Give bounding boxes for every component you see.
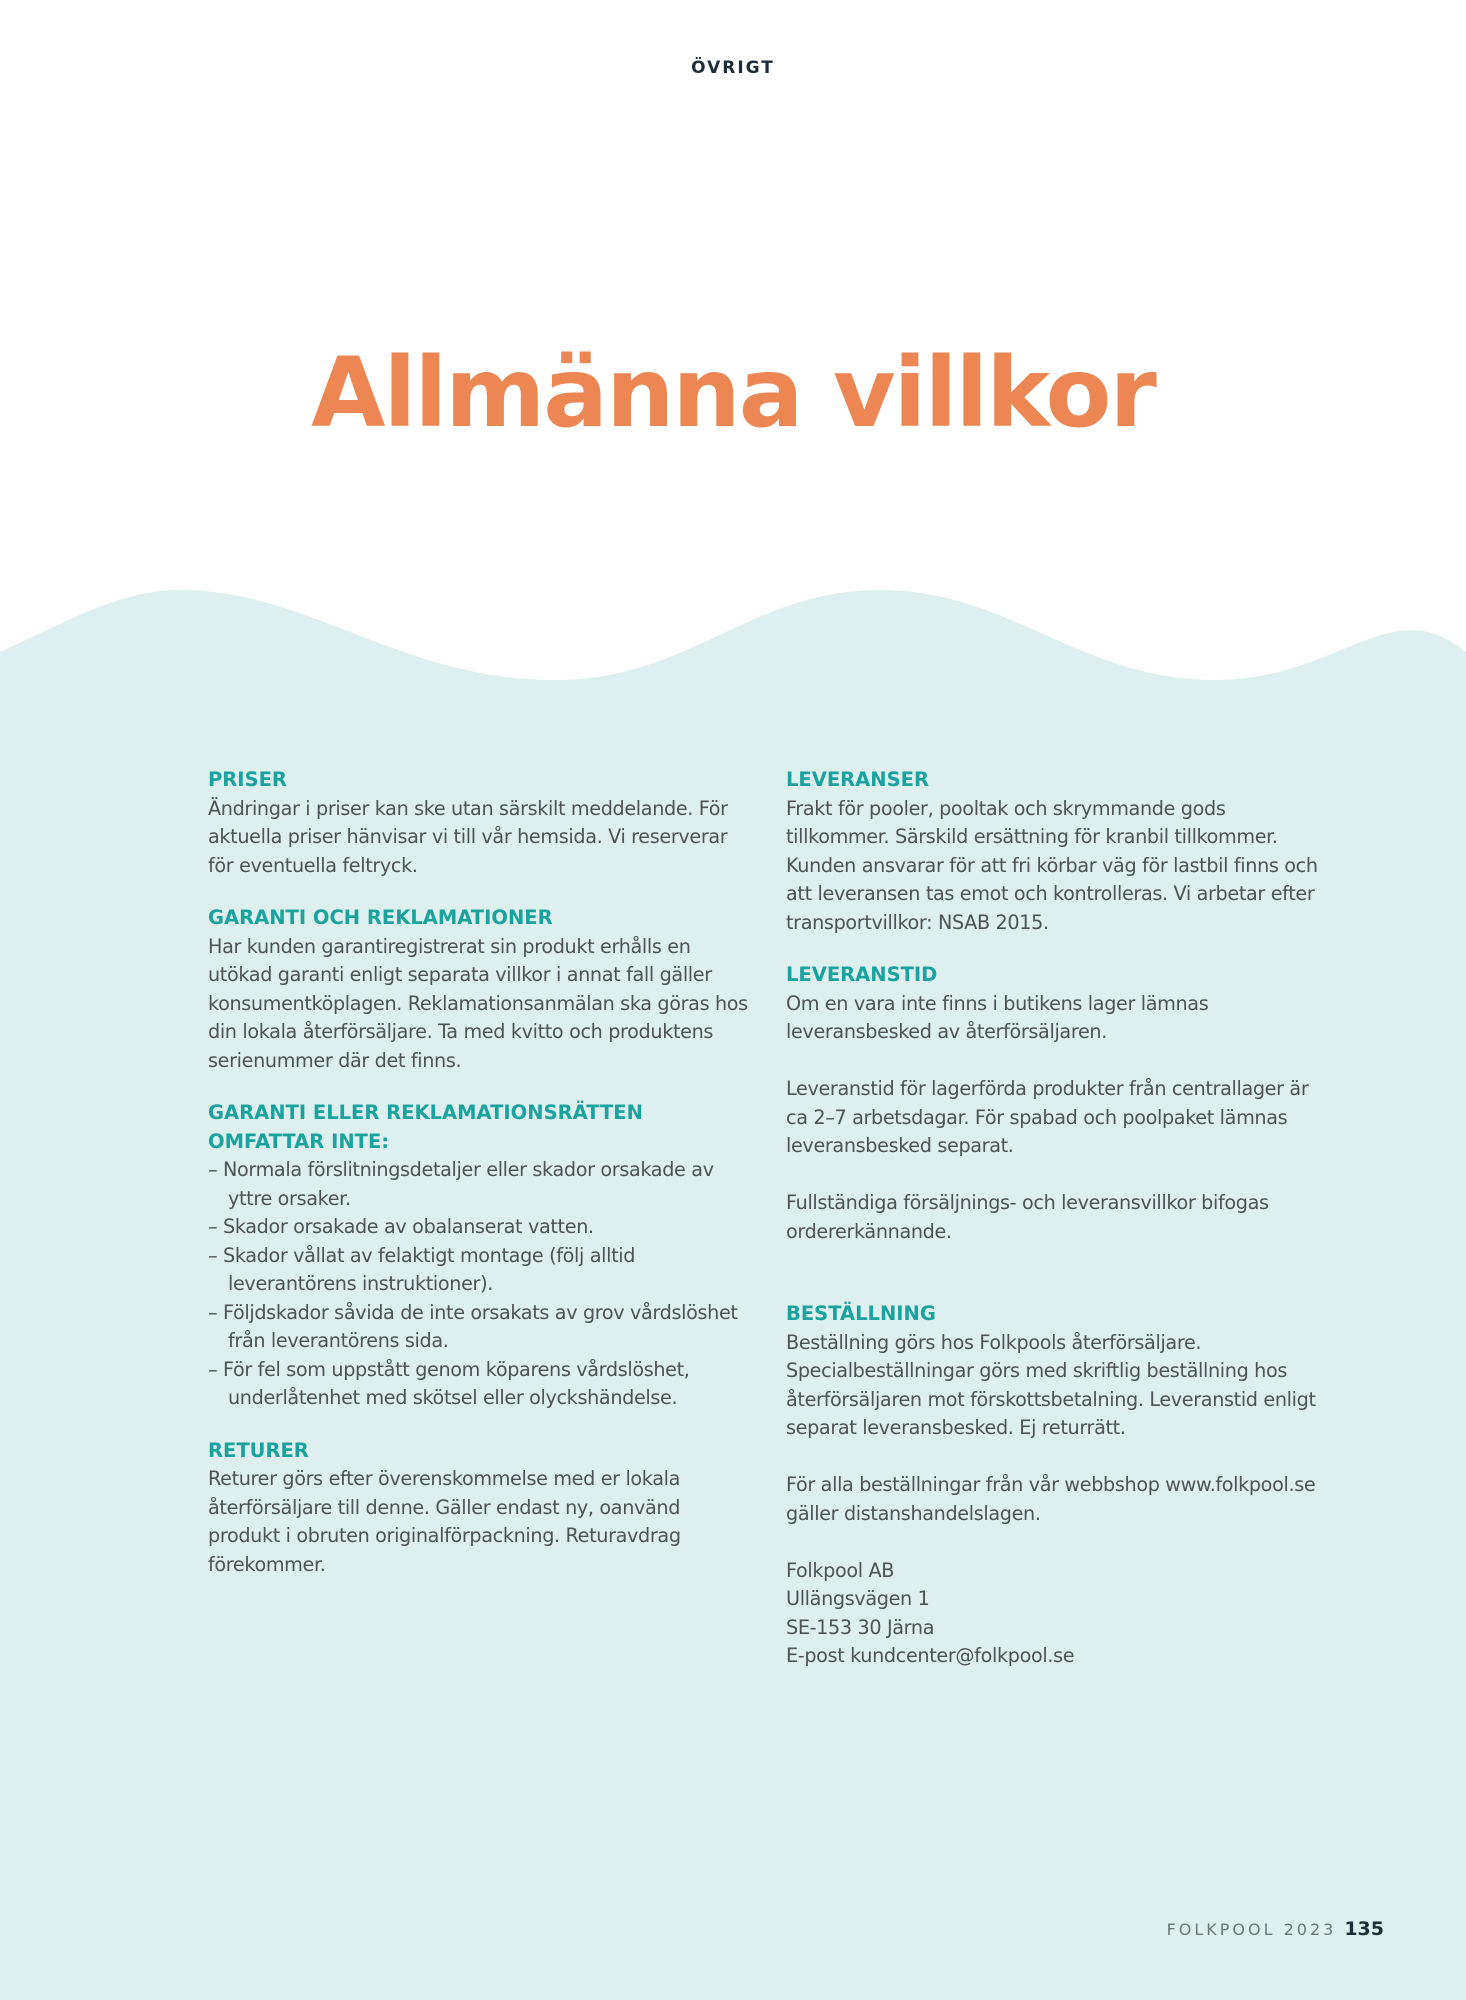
- heading-undantag: GARANTI ELLER REKLAMATIONSRÄTTEN OMFATTAR INTE:: [208, 1101, 643, 1153]
- list-item: – Normala förslitningsdetaljer eller skador orsakade av yttre orsaker.: [208, 1156, 748, 1213]
- right-column: [786, 766, 1331, 1695]
- list-item: – För fel som uppstått genom köparens vårdslöshet, underlåtenhet med skötsel eller olyckshändelse.: [208, 1356, 748, 1413]
- text-leveranstid-1: Om en vara inte finns i butikens lager lämnas leveransbesked av återförsäljaren.: [786, 991, 1209, 1043]
- page-footer: [1167, 1918, 1384, 1940]
- section-garanti: [208, 904, 748, 1075]
- text-priser: Ändringar i priser kan ske utan särskilt meddelande. För aktuella priser hänvisar vi till vår hemsida. Vi reserverar för eventuella feltryck.: [208, 796, 728, 877]
- page-title: Allmänna villkor: [311, 337, 1155, 449]
- page-number: 135: [1344, 1918, 1384, 1940]
- heading-returer: RETURER: [208, 1438, 309, 1462]
- left-column: [208, 766, 748, 1603]
- section-leveranser: [786, 766, 1331, 937]
- heading-bestallning: BESTÄLLNING: [786, 1302, 936, 1325]
- address-street: Ullängsvägen 1: [786, 1587, 930, 1610]
- heading-leveranser: LEVERANSER: [786, 768, 929, 791]
- text-bestallning-1: Beställning görs hos Folkpools återförsäljare. Specialbeställningar görs med skriftlig beställning hos återförsäljaren mot förskottsbetalning. Leveranstid enligt separat leveransbesked. Ej returrätt.: [786, 1330, 1316, 1439]
- address-city: SE-153 30 Järna: [786, 1615, 935, 1639]
- heading-leveranstid: LEVERANSTID: [786, 963, 938, 986]
- footer-brand: FOLKPOOL 2023: [1166, 1920, 1337, 1939]
- exclusion-list: [208, 1156, 748, 1413]
- list-item: – Följdskador såvida de inte orsakats av grov vårdslöshet från leverantörens sida.: [208, 1299, 748, 1356]
- section-label: ÖVRIGT: [691, 58, 775, 78]
- list-item: – Skador orsakade av obalanserat vatten.: [208, 1213, 748, 1242]
- heading-garanti: GARANTI OCH REKLAMATIONER: [208, 906, 553, 929]
- text-leveranstid-2: Leveranstid för lagerförda produkter från centrallager är ca 2–7 arbetsdagar. För spabad och poolpaket lämnas leveransbesked separat.: [786, 1077, 1309, 1157]
- list-item: – Skador vållat av felaktigt montage (följ alltid leverantörens instruktioner).: [208, 1242, 748, 1299]
- text-bestallning-2: För alla beställningar från vår webbshop www.folkpool.se gäller distanshandelslagen.: [786, 1473, 1316, 1525]
- section-undantag: [208, 1099, 748, 1413]
- heading-priser: PRISER: [208, 768, 287, 791]
- text-returer: Returer görs efter överenskommelse med er lokala återförsäljare till denne. Gäller endast ny, oanvänd produkt i obruten originalförpackning. Returavdrag förekommer.: [208, 1467, 681, 1576]
- address-email: E-post kundcenter@folkpool.se: [786, 1644, 1075, 1667]
- section-returer: [208, 1437, 748, 1580]
- section-leveranstid: [786, 961, 1331, 1246]
- text-leveranser: Frakt för pooler, pooltak och skrymmande gods tillkommer. Särskild ersättning för kranbil tillkommer. Kunden ansvarar för att fri körbar väg för lastbil finns och att leveransen tas emot och kontrolleras. Vi arbetar efter transportvillkor: NSAB 2015.: [786, 796, 1318, 934]
- text-garanti: Har kunden garantiregistrerat sin produkt erhålls en utökad garanti enligt separata villkor i annat fall gäller konsumentköplagen. Reklamationsanmälan ska göras hos din lokala återförsäljare. Ta med kvitto och produktens serienummer där det finns.: [208, 934, 748, 1072]
- text-leveranstid-3: Fullständiga försäljnings- och leveransvillkor bifogas ordererkännande.: [786, 1191, 1269, 1243]
- address-company: Folkpool AB: [786, 1558, 895, 1582]
- section-priser: [208, 766, 748, 880]
- section-bestallning: [786, 1300, 1331, 1671]
